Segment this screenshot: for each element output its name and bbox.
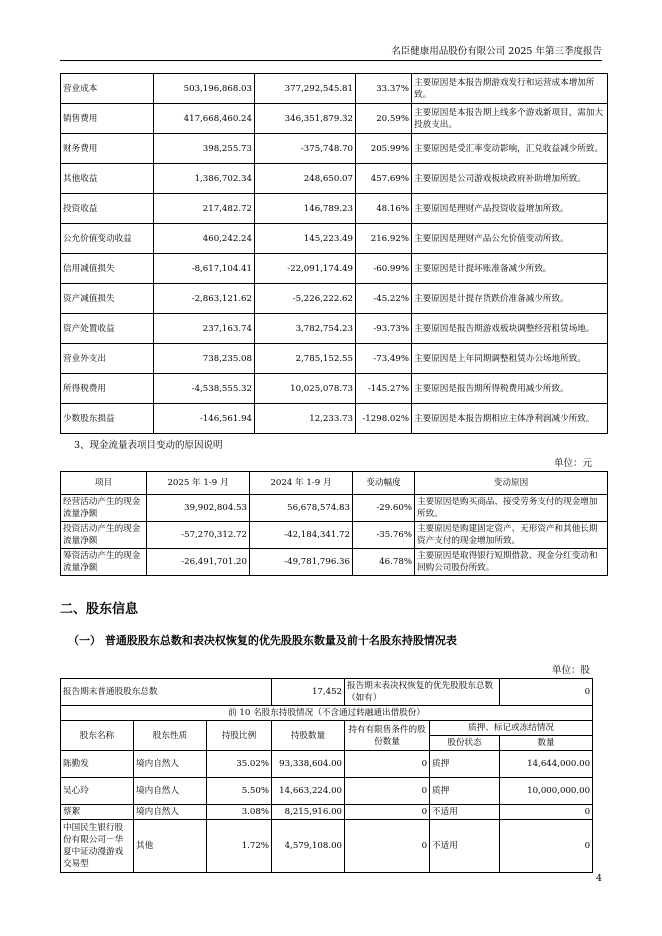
header-nature: 股东性质	[134, 721, 207, 751]
qty-cell: 93,338,604.00	[272, 751, 345, 778]
prior-cell: 10,025,078.73	[255, 374, 356, 404]
change-cell: -73.49%	[356, 344, 412, 374]
top10-label: 前 10 名股东持股情况（不含通过转融通出借股份）	[61, 706, 593, 721]
item-cell: 财务费用	[61, 134, 154, 164]
header-prior: 2024 年 1-9 月	[250, 472, 353, 495]
reason-cell: 主要原因是本报告期相应主体净利润减少所致。	[412, 404, 608, 434]
prior-cell: 346,351,879.32	[255, 104, 356, 134]
table-header-row	[61, 472, 608, 495]
prior-cell: 248,650.07	[255, 164, 356, 194]
count-cell: 0	[500, 820, 593, 873]
table-row	[61, 495, 608, 522]
item-cell: 营业成本	[61, 74, 154, 104]
change-cell: -45.22%	[356, 284, 412, 314]
header-name: 股东名称	[61, 721, 134, 751]
item-cell: 筹资活动产生的现金流量净额	[61, 549, 147, 576]
item-cell: 资产处置收益	[61, 314, 154, 344]
reason-cell: 主要原因是公司游戏板块政府补助增加所致。	[412, 164, 608, 194]
prior-cell: 56,678,574.83	[250, 495, 353, 522]
reason-cell: 主要原因是报告期所得税费用减少所致。	[412, 374, 608, 404]
item-cell: 投资活动产生的现金流量净额	[61, 522, 147, 549]
restricted-cell: 0	[345, 751, 430, 778]
prior-cell: 3,782,754.23	[255, 314, 356, 344]
table-row	[61, 344, 608, 374]
item-cell: 公允价值变动收益	[61, 224, 154, 254]
reason-cell: 主要原因是报告期游戏板块调整经营租赁场地。	[412, 314, 608, 344]
qty-cell: 8,215,916.00	[272, 805, 345, 820]
current-cell: 39,902,804.53	[147, 495, 250, 522]
table-row	[61, 164, 608, 194]
current-cell: -8,617,104.41	[154, 254, 255, 284]
table-row	[61, 104, 608, 134]
change-cell: -145.27%	[356, 374, 412, 404]
current-cell: 503,196,868.03	[154, 74, 255, 104]
cashflow-caption: 3、现金流量表项目变动的原因说明	[74, 440, 223, 451]
nature-cell: 境内自然人	[134, 751, 207, 778]
header-pledge: 质押、标记或冻结情况	[430, 721, 593, 736]
nature-cell: 境内自然人	[134, 778, 207, 805]
nature-cell: 境内自然人	[134, 805, 207, 820]
nature-cell: 其他	[134, 820, 207, 873]
header-ratio: 持股比例	[207, 721, 272, 751]
reason-cell: 主要原因是理财产品公允价值变动所致。	[412, 224, 608, 254]
current-cell: 1,386,702.34	[154, 164, 255, 194]
prior-cell: -49,781,796.36	[250, 549, 353, 576]
subsection-title: （一） 普通股股东总数和表决权恢复的优先股股东数量及前十名股东持股情况表	[68, 634, 457, 647]
reason-cell: 主要原因是计提存货跌价准备减少所致。	[412, 284, 608, 314]
current-cell: 237,163.74	[154, 314, 255, 344]
prior-cell: -42,184,341.72	[250, 522, 353, 549]
prior-cell: 146,789.23	[255, 194, 356, 224]
header-item: 项目	[61, 472, 147, 495]
table-row	[61, 74, 608, 104]
income-change-table	[60, 73, 608, 434]
current-cell: -2,863,121.62	[154, 284, 255, 314]
change-cell: 457.69%	[356, 164, 412, 194]
current-cell: -146,561.94	[154, 404, 255, 434]
item-cell: 其他收益	[61, 164, 154, 194]
shareholders-table	[60, 678, 593, 873]
header-change: 变动幅度	[353, 472, 415, 495]
table-row	[61, 254, 608, 284]
change-cell: 20.59%	[356, 104, 412, 134]
prior-cell: -22,091,174.49	[255, 254, 356, 284]
table-row	[61, 404, 608, 434]
current-cell: 738,235.08	[154, 344, 255, 374]
header-qty: 持股数量	[272, 721, 345, 751]
section-title: 二、股东信息	[60, 602, 139, 617]
current-cell: -26,491,701.20	[147, 549, 250, 576]
total-value: 17,452	[272, 679, 345, 706]
table-row	[61, 194, 608, 224]
table-row	[61, 820, 593, 873]
change-cell: -29.60%	[353, 495, 415, 522]
item-cell: 营业外支出	[61, 344, 154, 374]
status-cell: 质押	[430, 778, 500, 805]
prior-cell: -5,226,222.62	[255, 284, 356, 314]
change-cell: 205.99%	[356, 134, 412, 164]
reason-cell: 主要原因是购买商品、接受劳务支付的现金增加所致。	[415, 495, 608, 522]
ratio-cell: 35.02%	[207, 751, 272, 778]
item-cell: 投资收益	[61, 194, 154, 224]
table-row	[61, 778, 593, 805]
qty-cell: 14,663,224.00	[272, 778, 345, 805]
total-label: 报告期末普通股股东总数	[61, 679, 272, 706]
reason-cell: 主要原因是本报告期游戏发行和运营成本增加所致。	[412, 74, 608, 104]
prior-cell: 2,785,152.55	[255, 344, 356, 374]
header-current: 2025 年 1-9 月	[147, 472, 250, 495]
table-row	[61, 522, 608, 549]
item-cell: 资产减值损失	[61, 284, 154, 314]
ratio-cell: 1.72%	[207, 820, 272, 873]
change-cell: 216.92%	[356, 224, 412, 254]
count-cell: 10,000,000.00	[500, 778, 593, 805]
status-cell: 不适用	[430, 820, 500, 873]
name-cell: 吴心玲	[61, 778, 134, 805]
ratio-cell: 3.08%	[207, 805, 272, 820]
shareholders-unit: 单位：股	[551, 665, 590, 676]
item-cell: 经营活动产生的现金流量净额	[61, 495, 147, 522]
prior-cell: 12,233.73	[255, 404, 356, 434]
reason-cell: 主要原因是购建固定资产、无形资产和其他长期资产支付的现金增加所致。	[415, 522, 608, 549]
reason-cell: 主要原因是上年同期调整租赁办公场地所致。	[412, 344, 608, 374]
table-row	[61, 314, 608, 344]
reason-cell: 主要原因是取得银行短期借款、现金分红变动和回购公司股份所致。	[415, 549, 608, 576]
current-cell: 217,482.72	[154, 194, 255, 224]
page-number: 4	[595, 873, 602, 884]
count-cell: 0	[500, 805, 593, 820]
restricted-cell: 0	[345, 778, 430, 805]
header-reason: 变动原因	[415, 472, 608, 495]
name-cell: 陈勤发	[61, 751, 134, 778]
table-row	[61, 134, 608, 164]
cashflow-table	[60, 471, 608, 576]
top10-row	[61, 706, 593, 721]
table-row	[61, 805, 593, 820]
page-header: 名臣健康用品股份有限公司 2025 年第三季度报告	[60, 43, 602, 61]
qty-cell: 4,579,108.00	[272, 820, 345, 873]
header-restricted: 持有有限售条件的股份数量	[345, 721, 430, 751]
item-cell: 信用减值损失	[61, 254, 154, 284]
cashflow-unit: 单位：元	[553, 458, 592, 469]
item-cell: 少数股东损益	[61, 404, 154, 434]
table-row	[61, 751, 593, 778]
reason-cell: 主要原因是理财产品投资收益增加所致。	[412, 194, 608, 224]
current-cell: -4,538,555.32	[154, 374, 255, 404]
reason-cell: 主要原因是本报告期上线多个游戏新项目，需加大投放支出。	[412, 104, 608, 134]
prior-cell: 145,223.49	[255, 224, 356, 254]
reason-cell: 主要原因是计提坏账准备减少所致。	[412, 254, 608, 284]
current-cell: 460,242.24	[154, 224, 255, 254]
status-cell: 不适用	[430, 805, 500, 820]
current-cell: 417,668,460.24	[154, 104, 255, 134]
change-cell: -1298.02%	[356, 404, 412, 434]
current-cell: 398,255.73	[154, 134, 255, 164]
current-cell: -57,270,312.72	[147, 522, 250, 549]
pref-value: 0	[500, 679, 593, 706]
prior-cell: 377,292,545.81	[255, 74, 356, 104]
reason-cell: 主要原因是受汇率变动影响，汇兑收益减少所致。	[412, 134, 608, 164]
table-header-row	[61, 721, 593, 736]
change-cell: 33.37%	[356, 74, 412, 104]
table-row	[61, 284, 608, 314]
restricted-cell: 0	[345, 820, 430, 873]
table-row	[61, 549, 608, 576]
status-cell: 质押	[430, 751, 500, 778]
ratio-cell: 5.50%	[207, 778, 272, 805]
restricted-cell: 0	[345, 805, 430, 820]
pref-label: 报告期末表决权恢复的优先股股东总数（如有）	[345, 679, 500, 706]
table-row	[61, 374, 608, 404]
change-cell: 48.16%	[356, 194, 412, 224]
header-status: 股份状态	[430, 736, 500, 751]
table-row	[61, 224, 608, 254]
item-cell: 所得税费用	[61, 374, 154, 404]
change-cell: 46.78%	[353, 549, 415, 576]
item-cell: 销售费用	[61, 104, 154, 134]
name-cell: 中国民生银行股份有限公司－华夏中证动漫游戏交易型	[61, 820, 134, 873]
change-cell: -60.99%	[356, 254, 412, 284]
header-count: 数量	[500, 736, 593, 751]
name-cell: 蔡絮	[61, 805, 134, 820]
count-cell: 14,644,000.00	[500, 751, 593, 778]
change-cell: -93.73%	[356, 314, 412, 344]
change-cell: -35.76%	[353, 522, 415, 549]
prior-cell: -375,748.70	[255, 134, 356, 164]
summary-row	[61, 679, 593, 706]
